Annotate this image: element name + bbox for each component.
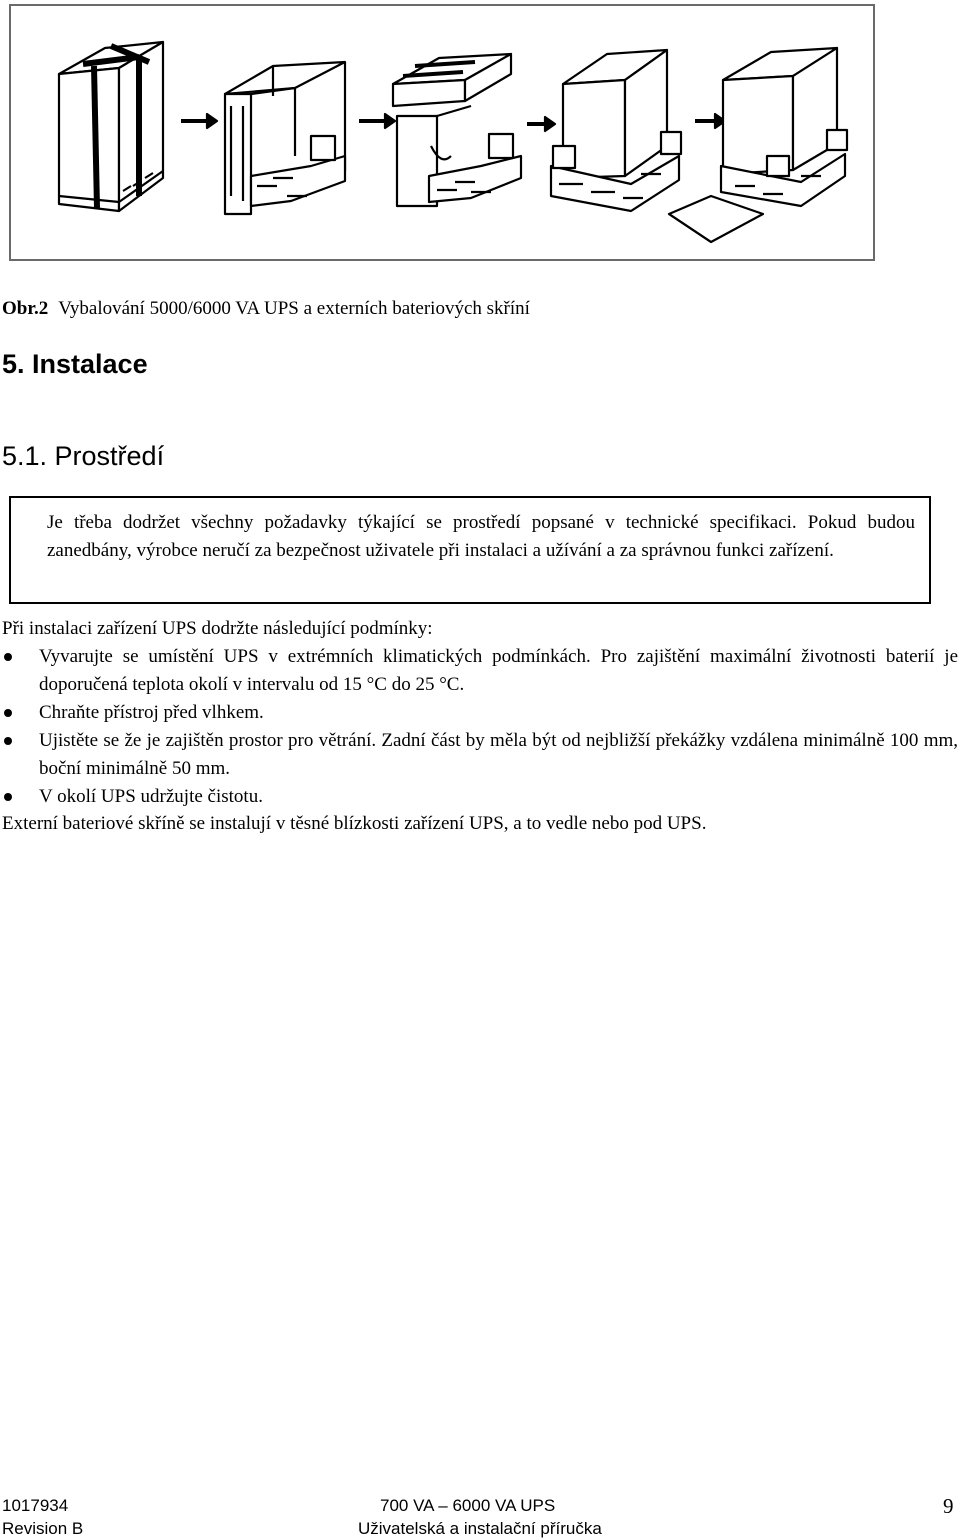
footer-manual-title: Uživatelská a instalační příručka bbox=[358, 1519, 602, 1538]
conditions-list bbox=[0, 643, 958, 811]
arrow-right-icon bbox=[527, 117, 555, 131]
list-item bbox=[0, 727, 958, 783]
intro-paragraph: Při instalaci zařízení UPS dodržte následující podmínky: bbox=[2, 618, 433, 639]
footer-revision: Revision B bbox=[2, 1519, 84, 1538]
notice-text: Je třeba dodržet všechny požadavky týkající se prostředí popsané v technické specifikaci. Pokud budou zanedbány, výrobce neručí za bezpečnost uživatele při instalaci a užívání a za správnou funkci zařízení. bbox=[47, 512, 915, 561]
arrow-right-icon bbox=[359, 114, 395, 128]
list-item-text: V okolí UPS udržujte čistotu. bbox=[39, 786, 263, 807]
bullet-icon bbox=[4, 709, 12, 717]
section-heading: 5. Instalace bbox=[2, 349, 148, 379]
figure-caption-label: Obr.2 bbox=[2, 298, 49, 319]
figure-caption bbox=[2, 298, 530, 320]
closing-paragraph: Externí bateriové skříně se instalují v těsné blízkosti zařízení UPS, a to vedle nebo pod UPS. bbox=[2, 813, 707, 834]
page-number: 9 bbox=[943, 1494, 954, 1518]
arrow-right-icon bbox=[181, 114, 217, 128]
step-5-ramp-icon bbox=[669, 48, 847, 242]
list-item-text: Vyvarujte se umístění UPS v extrémních klimatických podmínkách. Pro zajištění maximální životnosti baterií je doporučená teplota okolí v intervalu od 15 °C do 25 °C. bbox=[39, 646, 958, 695]
step-1-packed-box-icon bbox=[59, 42, 163, 211]
list-item-text: Ujistěte se že je zajištěn prostor pro větrání. Zadní část by měla být od nejbližší překážky vzdálena minimálně 100 mm, boční minimálně 50 mm. bbox=[39, 730, 958, 779]
step-3-lifting-lid-icon bbox=[393, 54, 521, 206]
step-2-open-frame-icon bbox=[225, 62, 345, 214]
arrow-right-icon bbox=[695, 114, 725, 128]
list-item bbox=[0, 699, 958, 727]
list-item bbox=[0, 783, 958, 811]
list-item-text: Chraňte přístroj před vlhkem. bbox=[39, 702, 264, 723]
subsection-heading: 5.1. Prostředí bbox=[2, 441, 165, 471]
bullet-icon bbox=[4, 653, 12, 661]
unpacking-illustration bbox=[11, 6, 873, 259]
list-item bbox=[0, 643, 958, 699]
figure-frame bbox=[9, 4, 875, 261]
footer-product: 700 VA – 6000 VA UPS bbox=[380, 1496, 556, 1515]
step-4-unit-on-pallet-icon bbox=[551, 50, 681, 211]
bullet-icon bbox=[4, 793, 12, 801]
footer-doc-number: 1017934 bbox=[2, 1496, 69, 1515]
notice-box bbox=[9, 496, 931, 604]
figure-caption-text: Vybalování 5000/6000 VA UPS a externích bateriových skříní bbox=[58, 298, 530, 319]
bullet-icon bbox=[4, 737, 12, 745]
